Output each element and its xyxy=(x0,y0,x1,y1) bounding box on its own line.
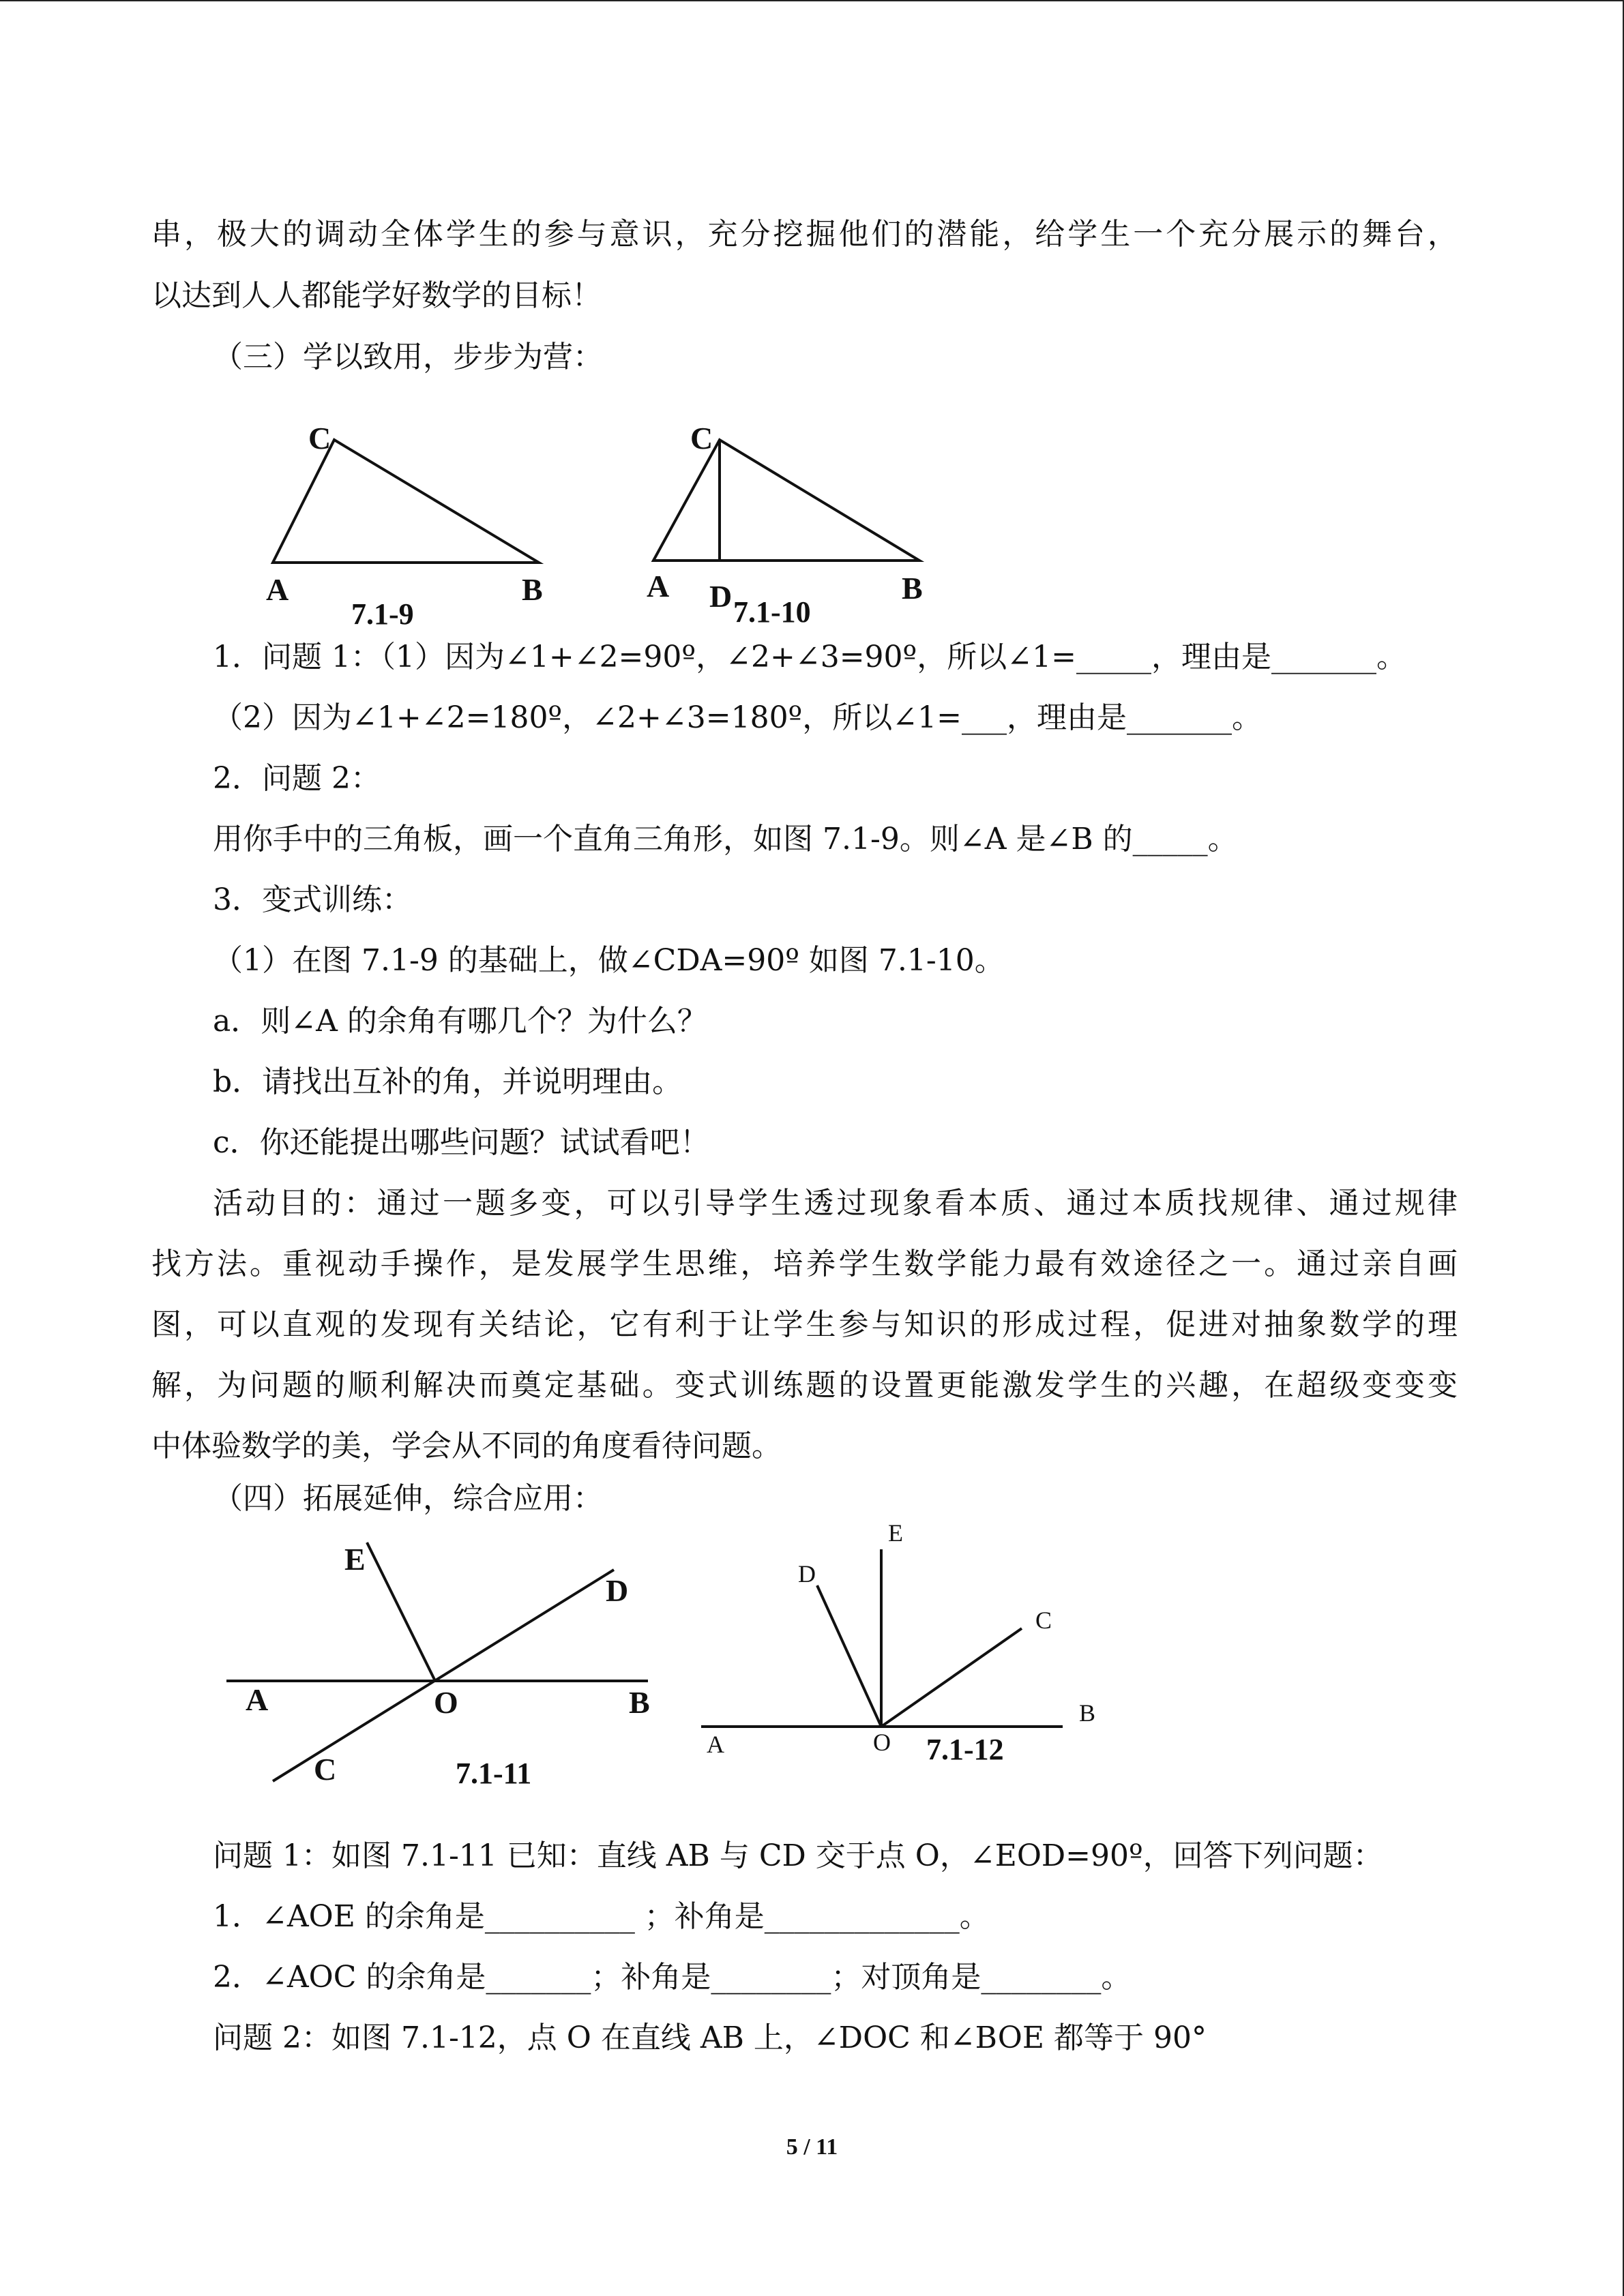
ray-od xyxy=(817,1585,881,1727)
label-o: O xyxy=(434,1685,458,1720)
question-3-b: b．请找出互补的角，并说明理由。 xyxy=(213,1064,683,1099)
figure-caption: 7.1-12 xyxy=(926,1733,1004,1766)
purpose-line: 中体验数学的美，学会从不同的角度看待问题。 xyxy=(151,1429,782,1463)
label-b: B xyxy=(1079,1699,1096,1727)
label-c: C xyxy=(308,421,331,456)
section-heading: （三）学以致用，步步为营： xyxy=(213,340,603,374)
question-3-c: c．你还能提出哪些问题？试试看吧！ xyxy=(213,1125,710,1160)
label-d: D xyxy=(606,1573,629,1608)
extension-question-1-item-2: 2．∠AOC 的余角是_______；补角是________；对顶角是________。 xyxy=(213,1960,1132,1995)
label-a: A xyxy=(647,569,670,603)
figure-7-1-10 xyxy=(634,416,948,634)
extension-question-1-item-1: 1．∠AOE 的余角是__________ ；补角是_____________。 xyxy=(213,1899,990,1934)
label-d: D xyxy=(798,1560,816,1587)
label-c: C xyxy=(314,1752,337,1787)
label-b: B xyxy=(629,1685,650,1720)
extension-question-2: 问题 2：如图 7.1-12，点 O 在直线 AB 上，∠DOC 和∠BOE 都等于 90° xyxy=(213,2021,1207,2055)
question-1-part-2: （2）因为∠1+∠2=180º，∠2+∠3=180º，所以∠1=___，理由是_______。 xyxy=(213,700,1262,735)
figure-caption: 7.1-11 xyxy=(456,1757,532,1790)
label-e: E xyxy=(888,1519,903,1547)
label-a: A xyxy=(707,1731,724,1758)
question-3-title: 3．变式训练： xyxy=(213,882,412,917)
question-2-title: 2．问题 2： xyxy=(213,761,381,796)
purpose-line: 图，可以直观的发现有关结论，它有利于让学生参与知识的形成过程，促进对抽象数学的理 xyxy=(151,1307,1458,1342)
label-b: B xyxy=(902,571,923,606)
label-b: B xyxy=(522,572,543,607)
paragraph-line: 串，极大的调动全体学生的参与意识，充分挖掘他们的潜能，给学生一个充分展示的舞台， xyxy=(151,217,1458,252)
label-a: A xyxy=(246,1682,269,1717)
section-heading: （四）拓展延伸，综合应用： xyxy=(213,1481,603,1516)
figure-caption: 7.1-9 xyxy=(351,597,414,631)
triangle-abc xyxy=(653,440,919,561)
label-a: A xyxy=(266,572,289,607)
label-o: O xyxy=(873,1729,891,1756)
question-1-part-1: 1．问题 1：（1）因为∠1+∠2=90º，∠2+∠3=90º，所以∠1=_____，理由是_______。 xyxy=(213,640,1406,674)
question-3-a: a．则∠A 的余角有哪几个？为什么？ xyxy=(213,1004,707,1039)
paragraph-line: 以达到人人都能学好数学的目标！ xyxy=(151,278,602,313)
purpose-line: 找方法。重视动手操作，是发展学生思维，培养学生数学能力最有效途径之一。通过亲自画 xyxy=(151,1247,1458,1281)
figure-7-1-9 xyxy=(246,416,573,634)
ray-oe xyxy=(367,1542,435,1681)
figure-7-1-12 xyxy=(696,1514,1119,1787)
purpose-line: 活动目的：通过一题多变，可以引导学生透过现象看本质、通过本质找规律、通过规律 xyxy=(213,1186,1458,1221)
label-d: D xyxy=(709,579,733,614)
question-3-text: （1）在图 7.1-9 的基础上，做∠CDA=90º 如图 7.1-10。 xyxy=(213,943,1005,978)
question-2-text: 用你手中的三角板，画一个直角三角形，如图 7.1-9。则∠A 是∠B 的_____。 xyxy=(213,822,1238,856)
extension-question-1: 问题 1：如图 7.1-11 已知：直线 AB 与 CD 交于点 O，∠EOD=90º，回答下列问题： xyxy=(213,1838,1383,1873)
figure-7-1-11 xyxy=(218,1527,668,1800)
label-e: E xyxy=(344,1542,366,1577)
ray-oc xyxy=(881,1628,1022,1727)
label-c: C xyxy=(690,421,713,456)
figure-caption: 7.1-10 xyxy=(733,595,811,629)
label-c: C xyxy=(1035,1607,1052,1634)
line-cd xyxy=(273,1570,614,1781)
triangle-abc xyxy=(273,440,539,563)
purpose-line: 解，为问题的顺利解决而奠定基础。变式训练题的设置更能激发学生的兴趣，在超级变变变 xyxy=(151,1368,1458,1403)
page-number: 5 / 11 xyxy=(786,2134,838,2160)
